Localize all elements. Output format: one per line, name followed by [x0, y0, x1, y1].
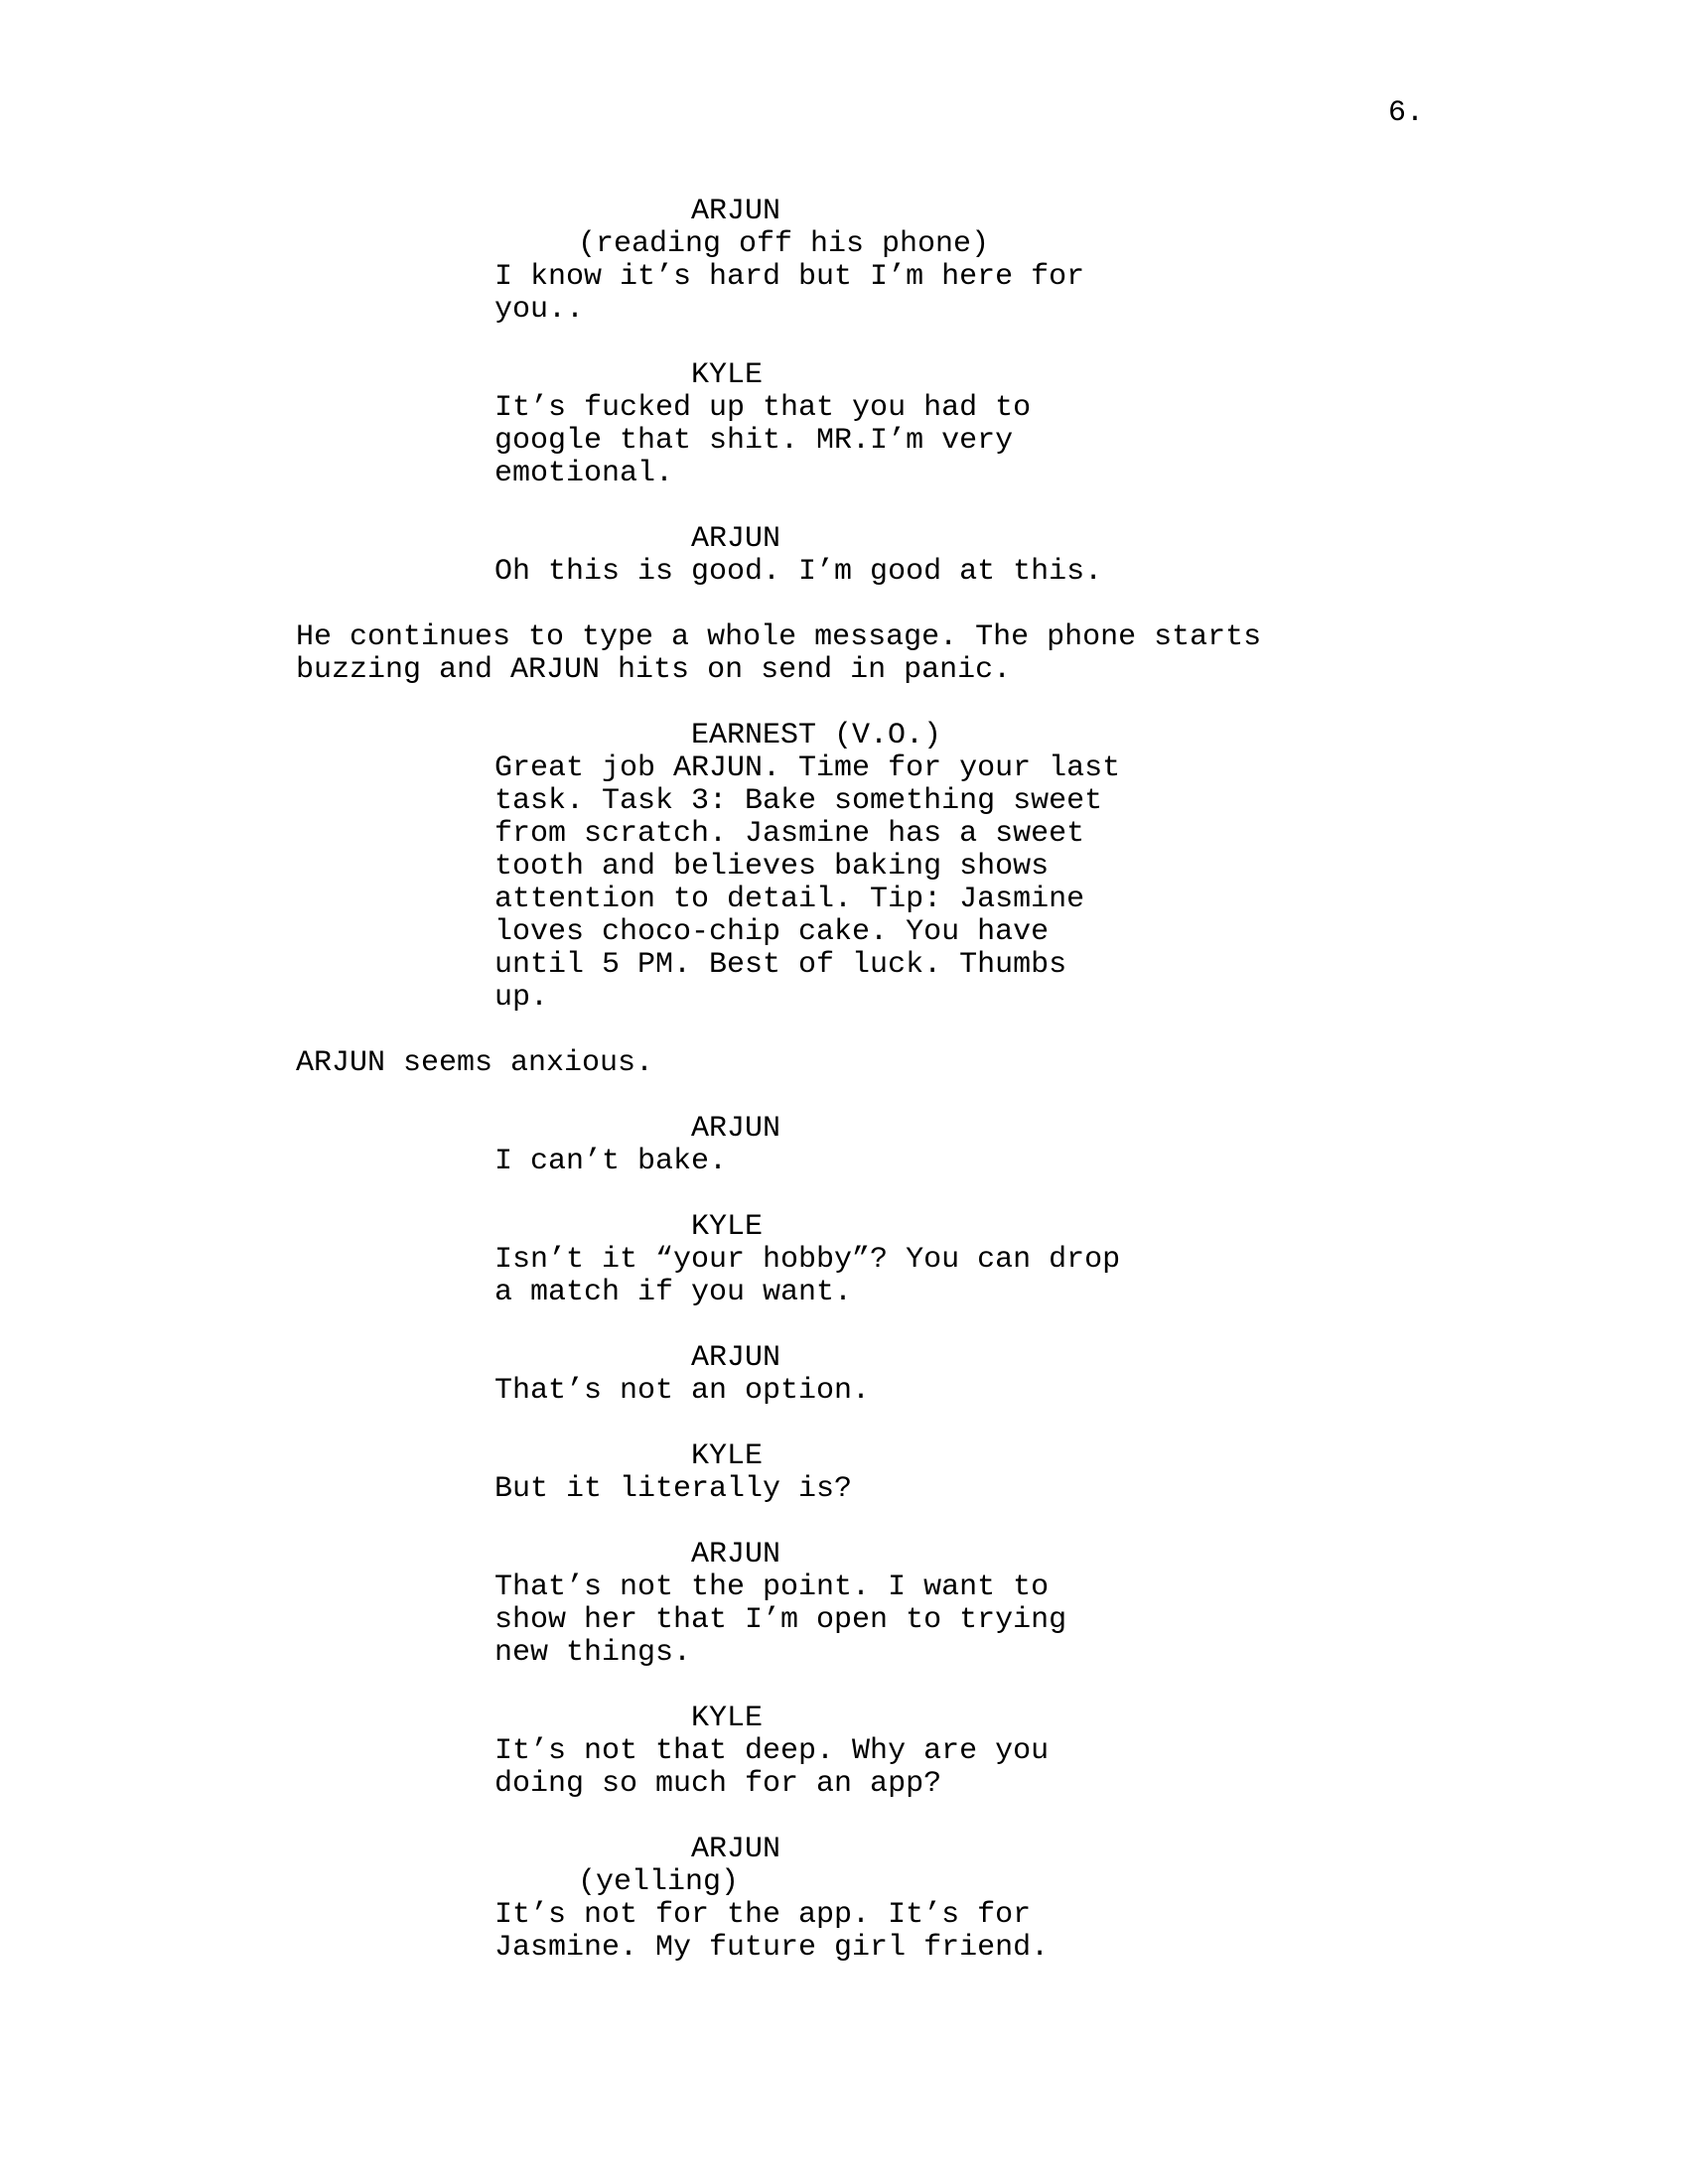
- character-cue: ARJUN: [691, 522, 781, 556]
- dialogue: I know it’s hard but I’m here for you..: [494, 260, 1085, 327]
- character-cue: ARJUN: [691, 1538, 781, 1571]
- dialogue: Isn’t it “your hobby”? You can drop a match if you want.: [494, 1243, 1121, 1309]
- parenthetical: (reading off his phone): [578, 227, 990, 261]
- character-cue: ARJUN: [691, 1341, 781, 1375]
- dialogue: But it literally is?: [494, 1472, 853, 1506]
- dialogue: That’s not the point. I want to show her that I’m open to trying new things.: [494, 1570, 1067, 1670]
- character-cue: ARJUN: [691, 195, 781, 228]
- script-body: [296, 196, 1408, 1965]
- dialogue: It’s not that deep. Why are you doing so much for an app?: [494, 1734, 1050, 1801]
- dialogue: Oh this is good. I’m good at this.: [494, 555, 1103, 589]
- dialogue: It’s fucked up that you had to google that shit. MR.I’m very emotional.: [494, 391, 1032, 490]
- dialogue: It’s not for the app. It’s for Jasmine. My future girl friend.: [494, 1898, 1050, 1965]
- page-number: 6.: [1388, 96, 1425, 130]
- dialogue: That’s not an option.: [494, 1374, 871, 1408]
- character-cue: KYLE: [691, 1210, 764, 1244]
- character-cue: ARJUN: [691, 1112, 781, 1146]
- character-cue: KYLE: [691, 1439, 764, 1473]
- character-cue: EARNEST (V.O.): [691, 719, 942, 752]
- dialogue: Great job ARJUN. Time for your last task. Task 3: Bake something sweet from scratch. Jasmine has a sweet tooth and believes baking shows attention to detail. Tip: Jasmine loves choco-chip cake. You have until 5 PM. Best of luck. Thumbs up.: [494, 751, 1121, 1015]
- dialogue: I can’t bake.: [494, 1145, 728, 1178]
- character-cue: KYLE: [691, 358, 764, 392]
- action-line: He continues to type a whole message. The phone starts buzzing and ARJUN hits on send in panic.: [296, 620, 1262, 687]
- action-line: ARJUN seems anxious.: [296, 1046, 654, 1080]
- parenthetical: (yelling): [578, 1865, 740, 1899]
- character-cue: ARJUN: [691, 1833, 781, 1866]
- character-cue: KYLE: [691, 1702, 764, 1735]
